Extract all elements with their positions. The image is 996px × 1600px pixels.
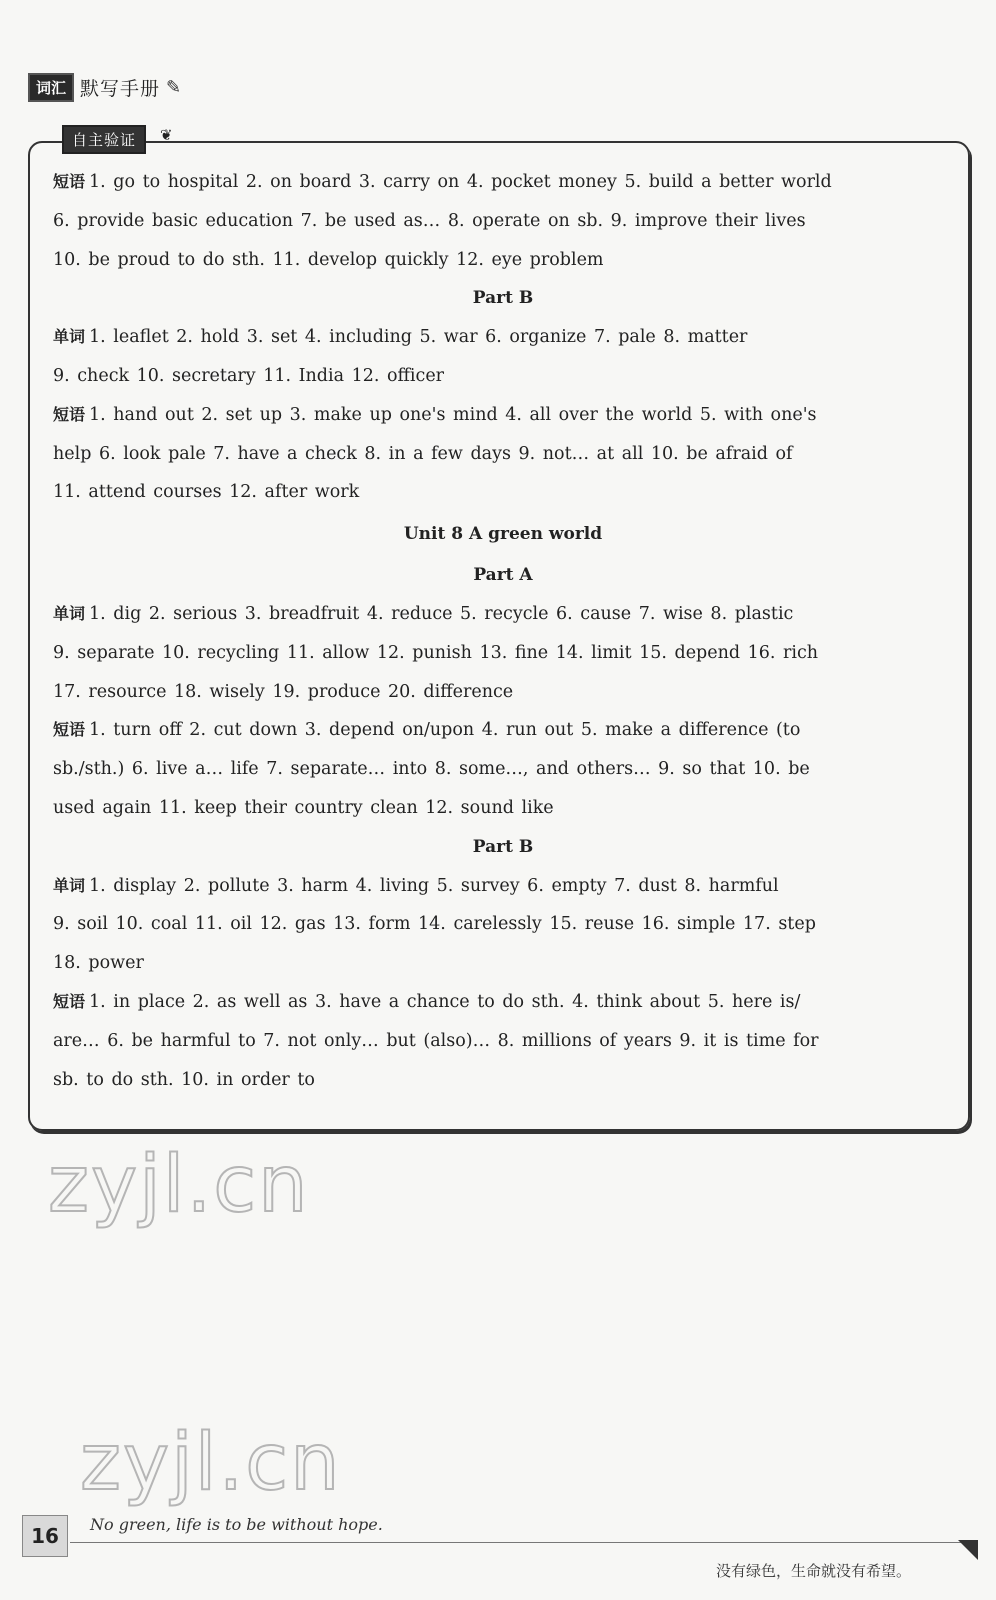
- page-number: 16: [22, 1515, 68, 1557]
- category-label: 短语: [53, 991, 86, 1011]
- answer-line: [53, 318, 953, 357]
- answer-text: 18. power: [53, 953, 144, 974]
- answer-text: 1. dig 2. serious 3. breadfruit 4. reduce 5. recycle 6. cause 7. wise 8. plastic: [89, 603, 794, 624]
- corner-mark: [958, 1540, 978, 1560]
- answer-line: [53, 202, 953, 241]
- answer-line: [53, 983, 953, 1022]
- answer-line: [53, 473, 953, 512]
- answer-text: 10. be proud to do sth. 11. develop quickly 12. eye problem: [53, 249, 604, 270]
- part-heading: Part A: [473, 565, 533, 586]
- pen-icon: ✎: [166, 76, 182, 98]
- category-label: 短语: [53, 172, 86, 191]
- unit-heading: Unit 8 A green world: [403, 524, 603, 545]
- answer-text: 1. hand out 2. set up 3. make up one's mind 4. all over the world 5. with one's: [89, 404, 817, 425]
- answer-line: [53, 673, 953, 712]
- answer-text: 1. turn off 2. cut down 3. depend on/upon 4. run out 5. make a difference (to: [89, 720, 801, 741]
- footer-divider: [70, 1542, 974, 1543]
- category-label: 单词: [53, 875, 86, 895]
- answer-text: sb./sth.) 6. live a… life 7. separate… into 8. some…, and others… 9. so that 10. be: [53, 759, 810, 780]
- answer-text: 6. provide basic education 7. be used as… 8. operate on sb. 9. improve their lives: [53, 210, 806, 231]
- category-label: 短语: [53, 720, 86, 740]
- answer-line: [53, 241, 953, 280]
- answer-line: [53, 789, 953, 828]
- watermark-top: zyjl.cn: [48, 1140, 310, 1230]
- answer-text: are… 6. be harmful to 7. not only… but (also)… 8. millions of years 9. it is time for: [53, 1030, 819, 1051]
- answer-line: [53, 634, 953, 673]
- answer-text: 1. display 2. pollute 3. harm 4. living 5. survey 6. empty 7. dust 8. harmful: [89, 875, 779, 896]
- answer-content: [53, 163, 953, 1099]
- answer-line: [53, 944, 953, 983]
- category-label: 单词: [53, 327, 86, 347]
- category-label: 短语: [53, 404, 86, 424]
- answer-text: used again 11. keep their country clean 12. sound like: [53, 797, 554, 818]
- part-heading: Part B: [472, 288, 534, 309]
- answer-text: 17. resource 18. wisely 19. produce 20. difference: [53, 681, 514, 702]
- footer-quote: No green, life is to be without hope.: [90, 1515, 383, 1534]
- answer-line: [53, 905, 953, 944]
- section-label: 自主验证: [62, 125, 146, 154]
- category-label: 单词: [53, 603, 86, 623]
- header-title: 默写手册: [80, 77, 161, 100]
- answer-text: help 6. look pale 7. have a check 8. in a few days 9. not… at all 10. be afraid of: [53, 443, 793, 464]
- watermark-bottom: zyjl.cn: [80, 1418, 342, 1508]
- leaf-icon: ❦: [160, 126, 173, 144]
- answer-text: 1. leaflet 2. hold 3. set 4. including 5. war 6. organize 7. pale 8. matter: [89, 327, 748, 348]
- answer-line: [53, 1061, 953, 1100]
- part-heading: Part B: [472, 836, 534, 857]
- answer-text: 1. go to hospital 2. on board 3. carry on 4. pocket money 5. build a better world: [89, 172, 832, 192]
- footer-cn: 没有绿色，生命就没有希望。: [716, 1562, 912, 1580]
- answer-line: [53, 867, 953, 906]
- answer-text: 9. separate 10. recycling 11. allow 12. punish 13. fine 14. limit 15. depend 16. rich: [53, 642, 819, 663]
- page-header: [28, 70, 181, 104]
- answer-line: [53, 750, 953, 789]
- answer-text: 9. check 10. secretary 11. India 12. officer: [53, 365, 445, 386]
- answer-text: 11. attend courses 12. after work: [53, 482, 360, 503]
- answer-line: [53, 396, 953, 435]
- answer-line: [53, 163, 953, 202]
- answer-line: [53, 1022, 953, 1061]
- answer-line: [53, 357, 953, 396]
- answer-line: [53, 595, 953, 634]
- answer-line: [53, 435, 953, 474]
- answer-line: [53, 711, 953, 750]
- header-tag: 词汇: [28, 73, 74, 102]
- answer-text: sb. to do sth. 10. in order to: [53, 1069, 315, 1090]
- answer-text: 1. in place 2. as well as 3. have a chance to do sth. 4. think about 5. here is/: [89, 991, 801, 1012]
- answer-text: 9. soil 10. coal 11. oil 12. gas 13. form 14. carelessly 15. reuse 16. simple 17. step: [53, 914, 816, 935]
